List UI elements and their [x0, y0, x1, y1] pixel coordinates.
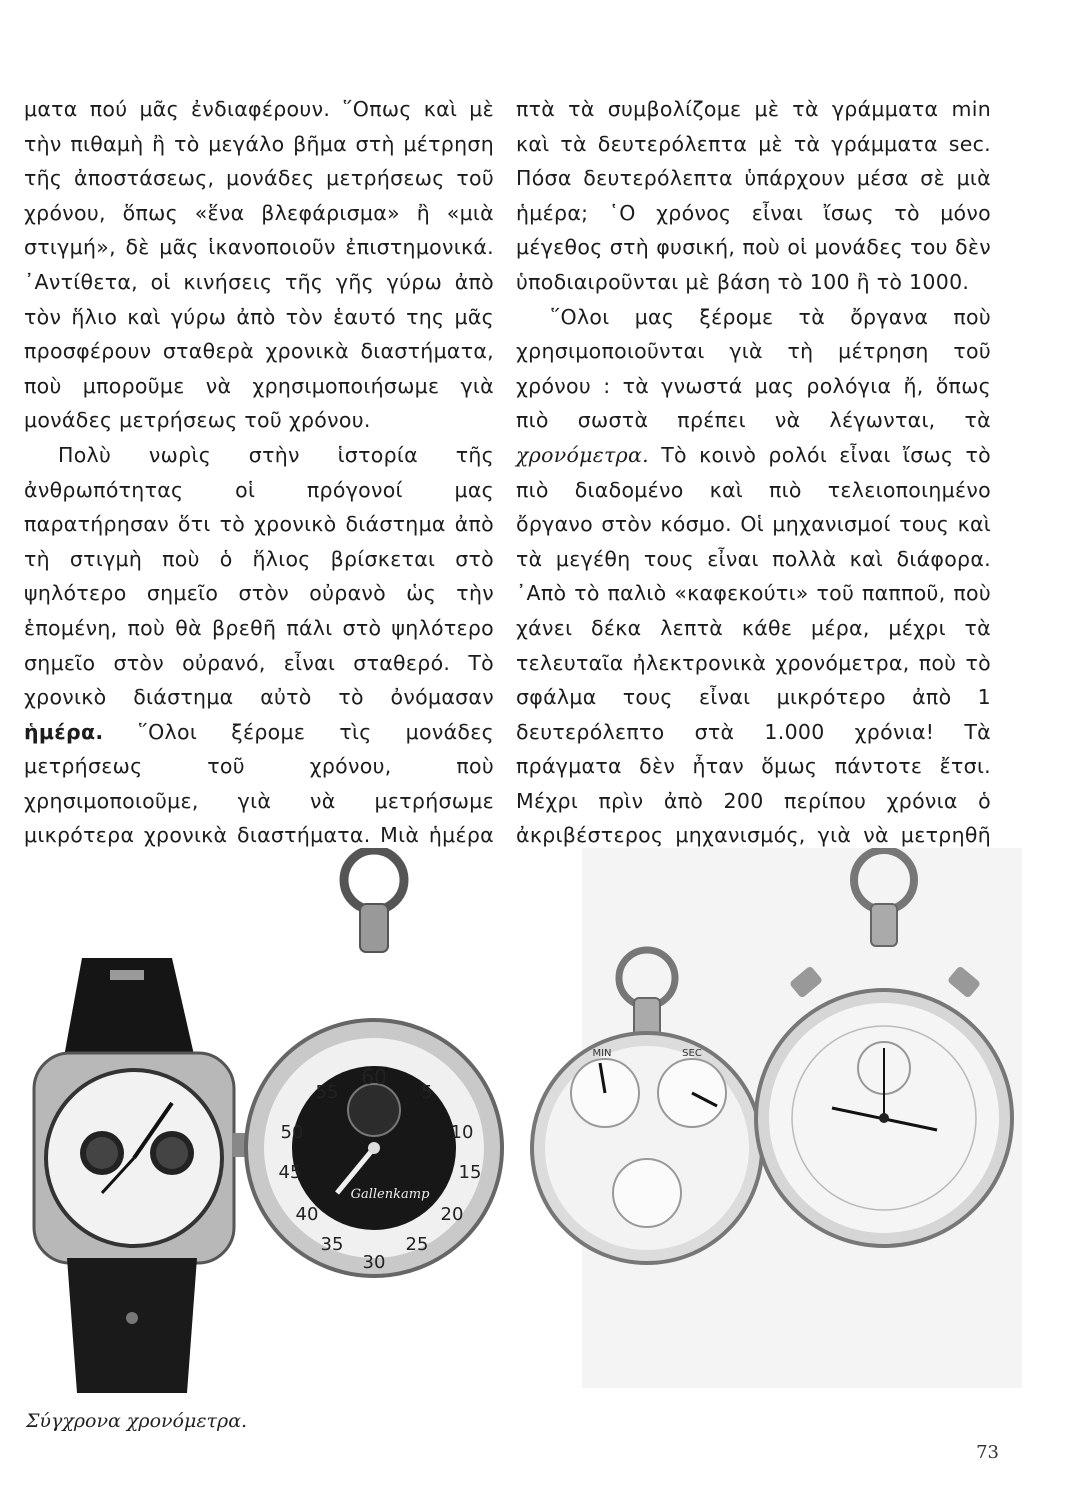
text-run: ῞Ολοι ξέρομε τὶς μονάδες μετρήσεως τοῦ χρόνου, ποὺ χρησιμοποιοῦμε, γιὰ νὰ μετρήσωμε μικρότερα χρονικὰ διαστήματα. Μιὰ ἡμέρα: [24, 719, 494, 848]
dial-number-45: 45: [278, 1162, 302, 1183]
dial-number-55: 55: [315, 1082, 339, 1103]
dial-number-60: 60: [361, 1065, 387, 1089]
dial-number-15: 15: [458, 1162, 482, 1183]
term-imera: ἡμέρα.: [24, 719, 104, 744]
dial-number-20: 20: [440, 1204, 464, 1225]
brand-label: Gallenkamp: [350, 1187, 430, 1202]
min-label: MIN: [592, 1048, 612, 1059]
term-chronometra: χρονόμετρα.: [516, 442, 649, 467]
dial-number-10: 10: [450, 1122, 474, 1143]
text-run: Τὸ κοινὸ ρολόι εἶναι ἴσως τὸ πιὸ διαδομένο καὶ πιὸ τελειοποιημένο ὄργανο στὸν κόσμο. Οἱ μηχανισμοί τους καὶ τὰ μεγέθη τους εἶναι πολλὰ καὶ διάφορα. ᾿Απὸ τὸ παλιὸ «καφεκούτι» τοῦ παπποῦ, ποὺ χάνει δέκα λεπτὰ κάθε μέρα, μέχρι τὰ τελευταῖα ἠλεκτρονικὰ χρονόμετρα, ποὺ τὸ σφάλμα τους εἶναι μικρότερο ἀπὸ 1 δευτερόλεπτο στὰ 1.000 χρόνια! Τὰ πράγματα δὲν ἦταν ὅμως πάντοτε ἔτσι. Μέχρι πρὶν ἀπὸ 200 περίπου χρόνια ὁ ἀκριβέστερος μηχανισμός, γιὰ νὰ μετρηθῆ: [516, 442, 991, 848]
dial-number-5: 5: [421, 1082, 433, 1103]
dial-number-35: 35: [320, 1234, 344, 1255]
text-run: ῞Ολοι μας ξέρομε τὰ ὄργανα ποὺ χρησιμοποιοῦνται γιὰ τὴ μέτρηση τοῦ χρόνου : τὰ γνωστά μας ρολόγια ἤ, ὅπως πιὸ σωστὰ πρέπει νὰ λέγωνται, τὰ: [516, 304, 991, 433]
page-number: 73: [976, 1442, 999, 1463]
dial-number-50: 50: [280, 1122, 304, 1143]
dial-number-40: 40: [295, 1204, 319, 1225]
left-paragraph-1: ματα πού μᾶς ἐνδιαφέρουν. ῞Οπως καὶ μὲ τὴν πιθαμὴ ἢ τὸ μεγάλο βῆμα στὴ μέτρηση τῆς ἀποστάσεως, μονάδες μετρήσεως τοῦ χρόνου, ὅπως «ἕνα βλεφάρισμα» ἢ «μιὰ στιγμή», δὲ μᾶς ἱκανοποιοῦν ἐπιστημονικά. ᾿Αντίθετα, οἱ κινήσεις τῆς γῆς γύρω ἀπὸ τὸν ἥλιο καὶ γύρω ἀπὸ τὸν ἑαυτό της μᾶς προσφέρουν σταθερὰ χρονικὰ διαστήματα, ποὺ μποροῦμε νὰ χρησιμοποιήσωμε γιὰ μονάδες μετρήσεως τοῦ χρόνου.: [24, 97, 494, 433]
text-run: Πολὺ νωρὶς στὴν ἱστορία τῆς ἀνθρωπότητας οἱ πρόγονοί μας παρατήρησαν ὅτι τὸ χρονικὸ διάστημα ἀπὸ τὴ στιγμὴ ποὺ ὁ ἥλιος βρίσκεται στὸ ψηλότερο σημεῖο στὸν οὐρανὸ ὡς τὴν ἑπομένη, ποὺ θὰ βρεθῆ πάλι στὸ ψηλότερο σημεῖο στὸν οὐρανό, εἶναι σταθερό. Τὸ χρονικὸ διάστημα αὐτὸ τὸ ὀνόμασαν: [24, 442, 494, 710]
sec-label: SEC: [682, 1048, 702, 1059]
stopwatches-photo: [22, 848, 1022, 1408]
figure-caption: Σύγχρονα χρονόμετρα.: [26, 1410, 248, 1432]
dial-number-25: 25: [405, 1234, 429, 1255]
right-paragraph-1: πτὰ τὰ συμβολίζομε μὲ τὰ γράμματα min καὶ τὰ δευτερόλεπτα μὲ τὰ γράμματα sec. Πόσα δευτερόλεπτα ὑπάρχουν μέσα σὲ μιὰ ἡμέρα; ῾Ο χρόνος εἶναι ἴσως τὸ μόνο μέγεθος στὴ φυσική, ποὺ οἱ μονάδες του δὲν ὑποδιαιροῦνται μὲ βάση τὸ 100 ἢ τὸ 1000.: [516, 97, 991, 294]
dial-number-30: 30: [362, 1252, 386, 1273]
